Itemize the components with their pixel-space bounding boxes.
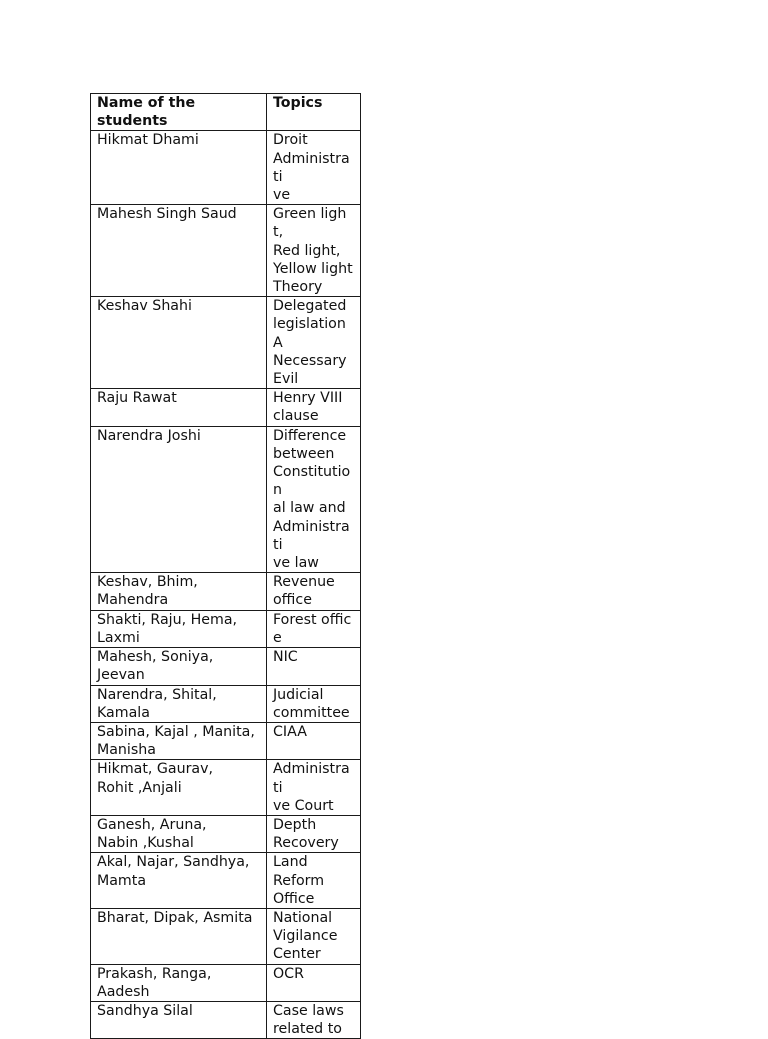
student-name-cell: [91, 760, 267, 816]
topic-cell: [267, 297, 361, 389]
topic: Forest office: [273, 611, 352, 646]
topic-cell: [267, 685, 361, 722]
student-name-cell: [91, 908, 267, 964]
topic: OCR: [273, 965, 304, 982]
table-row: [91, 1001, 361, 1038]
topic-cell: [267, 573, 361, 610]
topic-cell: [267, 389, 361, 426]
student-name-cell: [91, 1001, 267, 1038]
topic: Land Reform Office: [273, 854, 325, 907]
header-topic-label: Topics: [273, 95, 323, 111]
student-name: Narendra, Shital, Kamala: [97, 686, 217, 721]
student-name-cell: [91, 815, 267, 852]
table-row: [91, 908, 361, 964]
topic-cell: [267, 610, 361, 647]
table-header-row: [91, 94, 361, 131]
topic: Difference between Constitution al law and Administrati ve law: [273, 427, 351, 572]
student-name: Prakash, Ranga, Aadesh: [97, 965, 212, 1000]
student-name-cell: [91, 426, 267, 573]
student-name: Hikmat, Gaurav, Rohit ,Anjali: [97, 761, 214, 796]
student-name: Ganesh, Aruna, Nabin ,Kushal: [97, 816, 207, 852]
student-name-cell: [91, 610, 267, 647]
table-row: [91, 760, 361, 816]
student-name: Shakti, Raju, Hema, Laxmi: [97, 611, 238, 646]
table-row: [91, 853, 361, 909]
header-topic-cell: [267, 94, 361, 131]
student-name-cell: [91, 685, 267, 722]
student-name: Mahesh Singh Saud: [97, 206, 237, 223]
student-name: Mahesh, Soniya, Jeevan: [97, 649, 214, 684]
student-name-cell: [91, 853, 267, 909]
student-name: Akal, Najar, Sandhya, Mamta: [97, 854, 250, 889]
topic-cell: [267, 908, 361, 964]
topic: Case laws related to: [273, 1002, 344, 1038]
table-row: [91, 610, 361, 647]
table-row: [91, 648, 361, 685]
student-name: Sandhya Silal: [97, 1002, 193, 1019]
student-name-cell: [91, 131, 267, 205]
topic-cell: [267, 722, 361, 759]
topic-cell: [267, 853, 361, 909]
topic: Delegated legislation A Necessary Evil: [273, 298, 347, 388]
table-row: [91, 573, 361, 610]
student-name: Narendra Joshi: [97, 427, 201, 444]
topic-cell: [267, 648, 361, 685]
topic: Revenue office: [273, 574, 335, 609]
student-name: Hikmat Dhami: [97, 132, 199, 149]
table-row: [91, 722, 361, 759]
topic: Green light, Red light, Yellow light Theory: [273, 206, 353, 296]
table-row: [91, 131, 361, 205]
topic: Judicial committee: [273, 686, 350, 721]
student-name: Keshav Shahi: [97, 298, 192, 315]
topic-cell: [267, 205, 361, 297]
student-name-cell: [91, 389, 267, 426]
table-row: [91, 964, 361, 1001]
table-row: [91, 815, 361, 852]
topic: CIAA: [273, 723, 307, 740]
table-row: [91, 389, 361, 426]
student-name: Bharat, Dipak, Asmita: [97, 909, 253, 926]
header-name-label: Name of the students: [97, 95, 196, 130]
topic-cell: [267, 426, 361, 573]
student-name-cell: [91, 205, 267, 297]
topic-cell: [267, 131, 361, 205]
student-name-cell: [91, 964, 267, 1001]
header-name-cell: [91, 94, 267, 131]
topic: Administrati ve Court: [273, 761, 350, 814]
topic-cell: [267, 815, 361, 852]
student-name-cell: [91, 722, 267, 759]
topic-cell: [267, 760, 361, 816]
table-row: [91, 297, 361, 389]
table-row: [91, 205, 361, 297]
student-name-cell: [91, 297, 267, 389]
student-name-cell: [91, 648, 267, 685]
topic-cell: [267, 964, 361, 1001]
student-name-cell: [91, 573, 267, 610]
topic-cell: [267, 1001, 361, 1038]
student-name: Keshav, Bhim, Mahendra: [97, 574, 198, 609]
table-row: [91, 685, 361, 722]
topic: NIC: [273, 649, 298, 666]
students-topics-table: [90, 93, 361, 1039]
topic: Henry VIII clause: [273, 390, 343, 425]
topic: Depth Recovery: [273, 816, 339, 852]
table-row: [91, 426, 361, 573]
topic: Droit Administrati ve: [273, 132, 350, 204]
topic: National Vigilance Center: [273, 909, 338, 963]
student-name: Sabina, Kajal , Manita, Manisha: [97, 723, 255, 759]
student-name: Raju Rawat: [97, 390, 177, 407]
